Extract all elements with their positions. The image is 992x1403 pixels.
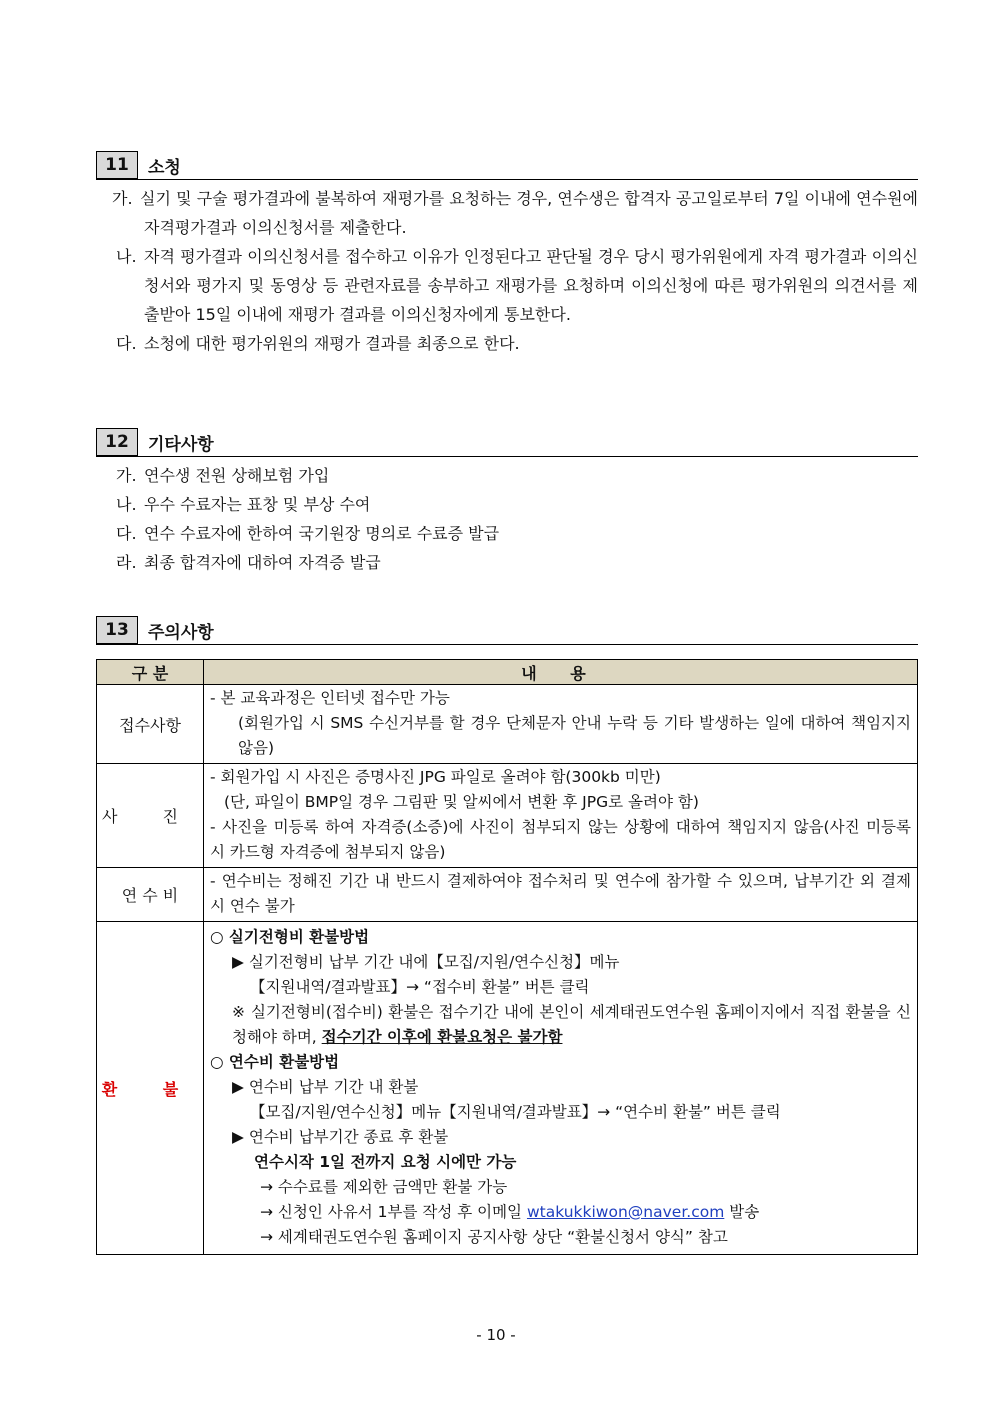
item-marker: 다. — [116, 524, 137, 543]
section-header — [96, 151, 918, 180]
item-text: 실기 및 구술 평가결과에 불복하여 재평가를 요청하는 경우, 연수생은 합격자 공고일로부터 7일 이내에 연수원에 자격평가결과 이의신청서를 제출한다. — [140, 189, 918, 237]
row-content-refund — [204, 922, 918, 1255]
item-marker: 나. — [116, 247, 137, 266]
header-content: 내 용 — [204, 660, 918, 685]
email-link[interactable]: wtakukkiwon@naver.com — [526, 1203, 725, 1221]
item-text: 연수 수료자에 한하여 국기원장 명의로 수료증 발급 — [144, 524, 500, 543]
item-marker: 라. — [116, 553, 137, 572]
content-line: → 수수료를 제외한 금액만 환불 가능 — [260, 1178, 508, 1196]
list-item — [96, 329, 918, 358]
section-number: 12 — [96, 428, 138, 456]
section-title: 소청 — [148, 157, 181, 178]
content-line — [210, 1200, 911, 1225]
email-instruction: → 신청인 사유서 1부를 작성 후 이메일 — [260, 1203, 527, 1221]
section-header — [96, 428, 918, 457]
content-line: → 세계태권도연수원 홈페이지 공지사항 상단 “환불신청서 양식” 참고 — [260, 1228, 728, 1246]
list-item — [96, 519, 918, 548]
content-line: - 연수비는 정해진 기간 내 반드시 결제하여야 접수처리 및 연수에 참가할 수 있으며, 납부기간 외 결제 시 연수 불가 — [210, 872, 911, 915]
section-13 — [96, 616, 918, 645]
item-text: 소청에 대한 평가위원의 재평가 결과를 최종으로 한다. — [144, 334, 520, 353]
row-content-reception — [204, 685, 918, 764]
section-12 — [96, 428, 918, 577]
section-title: 기타사항 — [148, 434, 214, 455]
item-text: 우수 수료자는 표창 및 부상 수여 — [144, 495, 371, 514]
email-suffix: 발송 — [724, 1203, 760, 1221]
refund-heading-practical: ○ 실기전형비 환불방법 — [210, 928, 370, 946]
table-header-row — [97, 660, 918, 685]
page-number: - 10 - — [476, 1326, 516, 1344]
content-line: - 회원가입 시 사진은 증명사진 JPG 파일로 올려야 함(300kb 미만) — [210, 768, 661, 786]
table-row — [97, 922, 918, 1255]
list-item — [96, 242, 918, 329]
content-line: ▶ 연수비 납부 기간 내 환불 — [232, 1078, 419, 1096]
header-category: 구 분 — [97, 660, 204, 685]
row-content-photo — [204, 764, 918, 868]
section-number: 11 — [96, 151, 138, 179]
table-row — [97, 685, 918, 764]
content-line: ▶ 실기전형비 납부 기간 내에【모집/지원/연수신청】메뉴 — [232, 953, 620, 971]
item-marker: 가. — [112, 189, 133, 208]
row-label-reception: 접수사항 — [97, 685, 204, 764]
content-line — [210, 1000, 911, 1050]
table-row — [97, 764, 918, 868]
list-item — [96, 548, 918, 577]
content-line: (단, 파일이 BMP일 경우 그림판 및 알씨에서 변환 후 JPG로 올려야 함) — [224, 793, 699, 811]
content-line: ▶ 연수비 납부기간 종료 후 환불 — [232, 1128, 449, 1146]
content-line: - 본 교육과정은 인터넷 접수만 가능 — [210, 689, 450, 707]
content-line: - 사진을 미등록 하여 자격증(소증)에 사진이 첨부되지 않는 상황에 대하여 책임지지 않음(사진 미등록 시 카드형 자격증에 첨부되지 않음) — [210, 818, 911, 861]
refund-note: ※ 실기전형비(접수비) 환불은 접수기간 내에 본인이 세계태권도연수원 홈페이지에서 직접 환불을 신청해야 하며, — [232, 1003, 911, 1046]
refund-heading-fee: ○ 연수비 환불방법 — [210, 1053, 340, 1071]
notice-table — [96, 659, 918, 1255]
item-marker: 가. — [116, 466, 137, 485]
row-label-fee: 연 수 비 — [97, 868, 204, 922]
item-marker: 나. — [116, 495, 137, 514]
row-label-refund: 환 불 — [97, 922, 204, 1255]
section-items — [96, 461, 918, 577]
row-content-fee — [204, 868, 918, 922]
content-line: 【모집/지원/연수신청】메뉴【지원내역/결과발표】→ “연수비 환불” 버튼 클릭 — [250, 1103, 781, 1121]
section-number: 13 — [96, 616, 138, 644]
row-label-photo: 사 진 — [97, 764, 204, 868]
item-text: 최종 합격자에 대하여 자격증 발급 — [144, 553, 381, 572]
refund-note-emphasis: 접수기간 이후에 환불요청은 불가함 — [321, 1028, 563, 1046]
item-text: 연수생 전원 상해보험 가입 — [144, 466, 330, 485]
list-item — [96, 184, 918, 242]
item-text: 자격 평가결과 이의신청서를 접수하고 이유가 인정된다고 판단될 경우 당시 평가위원에게 자격 평가결과 이의신청서와 평가지 및 동영상 등 관련자료를 송부하고 재평가를 요청하며 이의신청에 따른 평가위원의 의견서를 제출받아 15일 이내에 재평가 결과를 이의신청자에게 통보한다. — [144, 247, 918, 324]
item-marker: 다. — [116, 334, 137, 353]
list-item — [96, 461, 918, 490]
content-line: (회원가입 시 SMS 수신거부를 할 경우 단체문자 안내 누락 등 기타 발생하는 일에 대하여 책임지지 않음) — [238, 714, 911, 757]
section-title: 주의사항 — [148, 622, 214, 643]
section-header — [96, 616, 918, 645]
content-line: 연수시작 1일 전까지 요청 시에만 가능 — [254, 1153, 517, 1171]
list-item — [96, 490, 918, 519]
content-line: 【지원내역/결과발표】→ “접수비 환불” 버튼 클릭 — [250, 978, 590, 996]
section-items — [96, 184, 918, 358]
table-row — [97, 868, 918, 922]
section-11 — [96, 151, 918, 358]
